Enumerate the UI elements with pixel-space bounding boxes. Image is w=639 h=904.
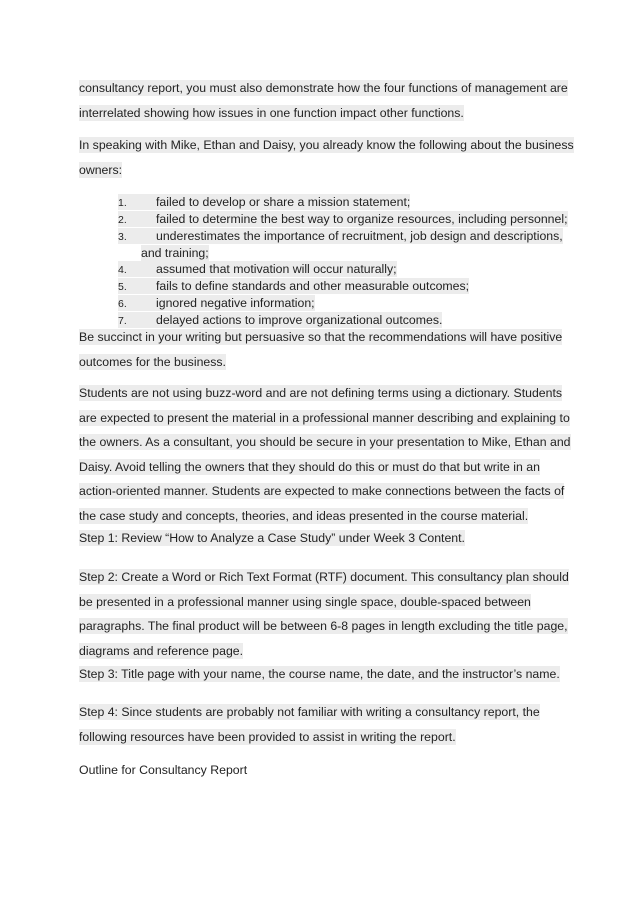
- text-line: action-oriented manner. Students are expected to make connections between the facts of: [79, 484, 565, 498]
- paragraph-outline-heading: [79, 758, 579, 783]
- text-line: Daisy. Avoid telling the owners that they should do this or must do that but write in an: [79, 459, 540, 474]
- text-line: the owners. As a consultant, you should be secure in your presentation to Mike, Ethan and: [79, 435, 571, 449]
- list-item: [118, 278, 568, 295]
- paragraph-business-owners: [79, 133, 579, 182]
- list-text: ignored negative information;: [156, 296, 315, 310]
- list-number: 7.: [118, 315, 127, 327]
- list-number: 4.: [118, 264, 127, 276]
- text-line: Step 2: Create a Word or Rich Text Format (RTF) document. This consultancy plan should: [79, 570, 569, 584]
- text-line: consultancy report, you must also demonstrate how the four functions of management are: [79, 81, 568, 95]
- paragraph-functions-interrelated: [79, 76, 579, 125]
- list-text: failed to determine the best way to organize resources, including personnel;: [156, 212, 568, 226]
- list-item: [118, 295, 568, 312]
- text-line: Be succinct in your writing but persuasive so that the recommendations will have positive: [79, 330, 563, 344]
- text-line: In speaking with Mike, Ethan and Daisy, you already know the following about the business: [79, 138, 574, 152]
- list-item: [118, 228, 568, 261]
- paragraph-students-expectations: [79, 381, 579, 528]
- list-item: [118, 194, 568, 211]
- list-item: [118, 211, 568, 228]
- text-line: the case study and concepts, theories, and ideas presented in the course material.: [79, 508, 529, 523]
- list-number: 2.: [118, 214, 127, 226]
- owner-issues-list: [118, 194, 568, 329]
- paragraph-be-succinct: [79, 325, 579, 374]
- text-line: diagrams and reference page.: [79, 643, 244, 658]
- text-line: be presented in a professional manner using single space, double-spaced between: [79, 594, 531, 609]
- text-line: Step 4: Since students are probably not familiar with writing a consultancy report, the: [79, 705, 540, 719]
- text-line: Outline for Consultancy Report: [79, 763, 248, 777]
- list-text: fails to define standards and other measurable outcomes;: [156, 279, 470, 293]
- text-line: following resources have been provided to assist in writing the report.: [79, 729, 456, 744]
- text-line: Students are not using buzz-word and are not defining terms using a dictionary. Students: [79, 386, 563, 400]
- list-item: [118, 261, 568, 278]
- list-text-continued: and training;: [141, 246, 209, 260]
- text-line: are expected to present the material in a professional manner describing and explaining to: [79, 410, 570, 425]
- list-text: failed to develop or share a mission statement;: [156, 195, 411, 209]
- list-number: 5.: [118, 281, 127, 293]
- paragraph-step-1: [79, 526, 579, 551]
- list-number: 3.: [118, 231, 127, 243]
- text-line: Step 3: Title page with your name, the course name, the date, and the instructor’s name.: [79, 667, 560, 681]
- list-text: underestimates the importance of recruitment, job design and descriptions,: [156, 229, 563, 243]
- list-number: 1.: [118, 197, 127, 209]
- paragraph-step-4: [79, 700, 579, 749]
- list-text: delayed actions to improve organizational outcomes.: [156, 313, 443, 327]
- text-line: outcomes for the business.: [79, 354, 226, 369]
- text-line: owners:: [79, 162, 123, 177]
- text-line: paragraphs. The final product will be between 6-8 pages in length excluding the title page,: [79, 619, 568, 633]
- list-number: 6.: [118, 298, 127, 310]
- text-line: Step 1: Review “How to Analyze a Case Study” under Week 3 Content.: [79, 531, 465, 545]
- list-text: assumed that motivation will occur naturally;: [156, 262, 397, 276]
- paragraph-step-2: [79, 565, 579, 663]
- text-line: interrelated showing how issues in one function impact other functions.: [79, 105, 464, 120]
- paragraph-step-3: [79, 662, 579, 687]
